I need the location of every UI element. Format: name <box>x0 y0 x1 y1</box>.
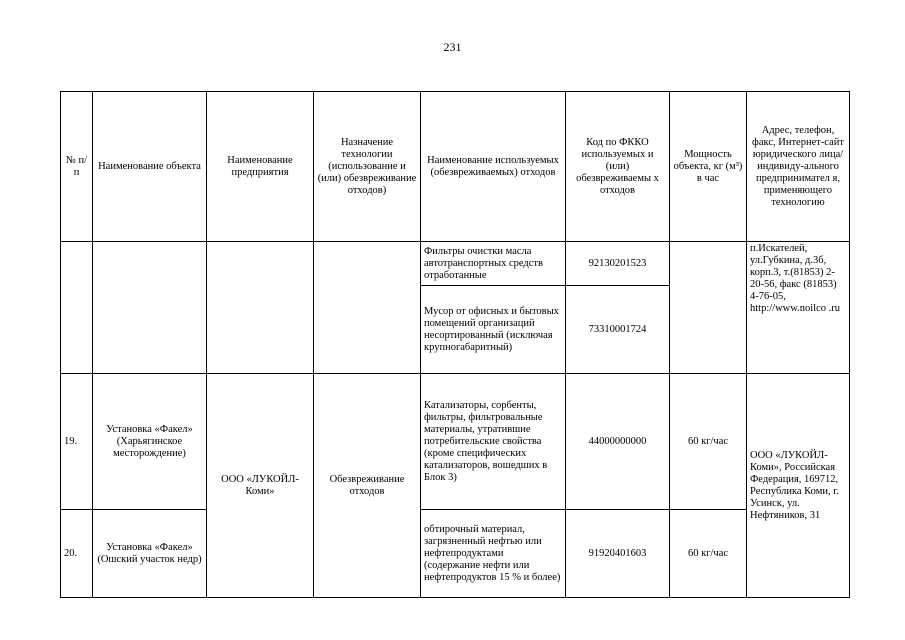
object-name-cell: Установка «Факел» (Харьягинское месторождение) <box>93 374 207 510</box>
header-num: № п/п <box>61 92 93 242</box>
address-cell: п.Искателей, ул.Губкина, д.3б, корп.3, т.(81853) 2-20-56, факс (81853) 4-76-05, http://www.noilco .ru <box>747 242 850 374</box>
enterprise-name-cell: ООО «ЛУКОЙЛ-Коми» <box>207 374 314 598</box>
cont-capacity-cell <box>670 242 747 374</box>
cont-enterprise-cell <box>207 242 314 374</box>
waste-name-cell: Катализаторы, сорбенты, фильтры, фильтровальные материалы, утратившие потребительские свойства (кроме специфических катализаторов, вошедших в Блок 3) <box>421 374 566 510</box>
header-enterprise-name: Наименование предприятия <box>207 92 314 242</box>
address-cell: ООО «ЛУКОЙЛ-Коми», Российская Федерация, 169712, Республика Коми, г. Усинск, ул. Нефтяников, 31 <box>747 374 850 598</box>
fkko-code-cell: 44000000000 <box>566 374 670 510</box>
header-capacity: Мощность объекта, кг (м³) в час <box>670 92 747 242</box>
table-row <box>61 242 850 286</box>
header-address: Адрес, телефон, факс, Интернет-сайт юридического лица/индивиду-ального предпринимател я, применяющего технологию <box>747 92 850 242</box>
table-row <box>61 510 850 598</box>
capacity-cell: 60 кг/час <box>670 374 747 510</box>
waste-name-cell: Фильтры очистки масла автотранспортных средств отработанные <box>421 242 566 286</box>
fkko-code-cell: 92130201523 <box>566 242 670 286</box>
cont-object-cell <box>93 242 207 374</box>
technology-purpose-cell: Обезвреживание отходов <box>314 374 421 598</box>
header-object-name: Наименование объекта <box>93 92 207 242</box>
cont-purpose-cell <box>314 242 421 374</box>
header-technology-purpose: Назначение технологии (использование и (или) обезвреживание отходов) <box>314 92 421 242</box>
waste-name-cell: обтирочный материал, загрязненный нефтью или нефтепродуктами (содержание нефти или нефтепродуктов 15 % и более) <box>421 510 566 598</box>
fkko-code-cell: 91920401603 <box>566 510 670 598</box>
object-name-cell: Установка «Факел» (Ошский участок недр) <box>93 510 207 598</box>
header-waste-name: Наименование используемых (обезвреживаемых) отходов <box>421 92 566 242</box>
waste-technology-table <box>60 91 850 598</box>
header-row <box>61 92 850 242</box>
capacity-cell: 60 кг/час <box>670 510 747 598</box>
waste-name-cell: Мусор от офисных и бытовых помещений организаций несортированный (исключая крупногабаритный) <box>421 286 566 374</box>
cont-num-cell <box>61 242 93 374</box>
fkko-code-cell: 73310001724 <box>566 286 670 374</box>
header-fkko-code: Код по ФККО используемых и (или) обезвреживаемы х отходов <box>566 92 670 242</box>
row-num-cell: 20. <box>61 510 93 598</box>
table-row <box>61 374 850 510</box>
page-number: 231 <box>443 40 462 54</box>
row-num-cell: 19. <box>61 374 93 510</box>
